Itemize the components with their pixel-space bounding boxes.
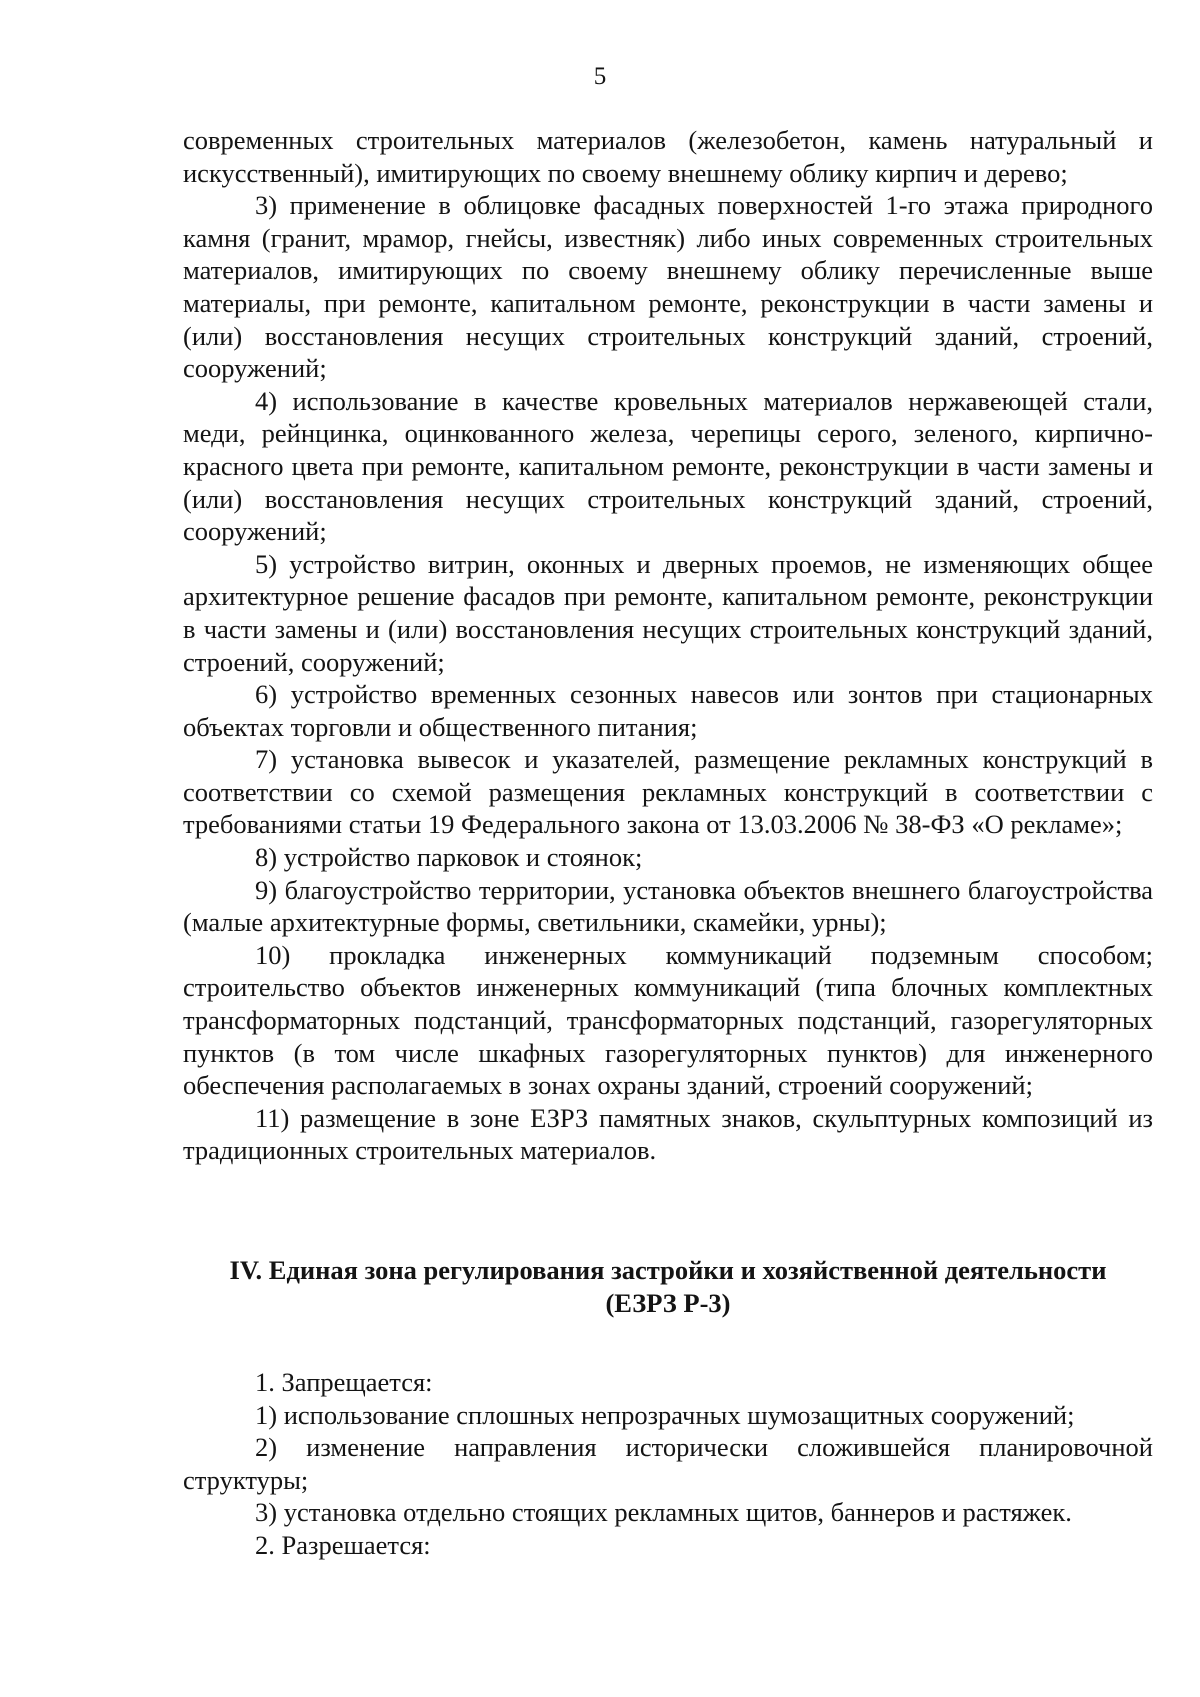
paragraph-continuation: современных строительных материалов (железобетон, камень натуральный и искусственный), имитирующих по своему внешнему облику кирпич и дерево; xyxy=(183,125,1153,188)
body-text-block xyxy=(183,124,1153,1167)
prohibited-item-3: 3) установка отдельно стоящих рекламных щитов, баннеров и растяжек. xyxy=(255,1497,1072,1528)
prohibited-item-2: 2) изменение направления исторически сложившейся планировочной структуры; xyxy=(183,1432,1153,1495)
list-item-8: 8) устройство парковок и стоянок; xyxy=(255,842,643,873)
section-heading-line-1: IV. Единая зона регулирования застройки и хозяйственной деятельности xyxy=(229,1255,1107,1285)
prohibited-heading: 1. Запрещается: xyxy=(255,1367,433,1397)
section-heading-line-2: (ЕЗРЗ Р-3) xyxy=(605,1288,731,1318)
permitted-heading: 2. Разрешается: xyxy=(255,1529,431,1560)
list-item-9: 9) благоустройство территории, установка объектов внешнего благоустройства (малые архитектурные формы, светильники, скамейки, урны); xyxy=(183,874,1153,938)
page-number: 5 xyxy=(593,63,607,90)
list-item-11: 11) размещение в зоне ЕЗРЗ памятных знаков, скульптурных композиций из традиционных строительных материалов. xyxy=(183,1102,1153,1166)
list-item-10: 10) прокладка инженерных коммуникаций подземным способом; строительство объектов инженерных коммуникаций (типа блочных комплектных трансформаторных подстанций, трансформаторных подстанций, газорегуляторных пунктов (в том числе шкафных газорегуляторных пунктов) для инженерного обеспечения располагаемых в зонах охраны зданий, строений сооружений; xyxy=(183,939,1153,1101)
list-item-6: 6) устройство временных сезонных навесов или зонтов при стационарных объектах торговли и общественного питания; xyxy=(183,679,1153,742)
prohibited-item-1: 1) использование сплошных непрозрачных шумозащитных сооружений; xyxy=(255,1399,1075,1430)
list-item-4: 4) использование в качестве кровельных материалов нержавеющей стали, меди, рейнцинка, оцинкованного железа, черепицы серого, зеленого, кирпично-красного цвета при ремонте, капитальном ремонте, реконструкции в части замены и (или) восстановления несущих строительных конструкций зданий, строений, сооружений; xyxy=(183,385,1153,547)
list-item-3: 3) применение в облицовке фасадных поверхностей 1-го этажа природного камня (гранит, мрамор, гнейсы, известняк) либо иных современных строительных материалов, имитирующих по своему внешнему облику перечисленные выше материалы, при ремонте, капитальном ремонте, реконструкции в части замены и (или) восстановления несущих строительных конструкций зданий, строений, сооружений; xyxy=(183,190,1153,384)
list-item-7: 7) установка вывесок и указателей, размещение рекламных конструкций в соответствии со схемой размещения рекламных конструкций в соответствии с требованиями статьи 19 Федерального закона от 13.03.2006 № 38-ФЗ «О рекламе»; xyxy=(183,744,1153,840)
section-heading xyxy=(183,1254,1153,1320)
list-item-5: 5) устройство витрин, оконных и дверных проемов, не изменяющих общее архитектурное решение фасадов при ремонте, капитальном ремонте, реконструкции в части замены и (или) восстановления несущих строительных конструкций зданий, строений, сооружений; xyxy=(183,548,1153,677)
section-body-text xyxy=(183,1366,1153,1562)
